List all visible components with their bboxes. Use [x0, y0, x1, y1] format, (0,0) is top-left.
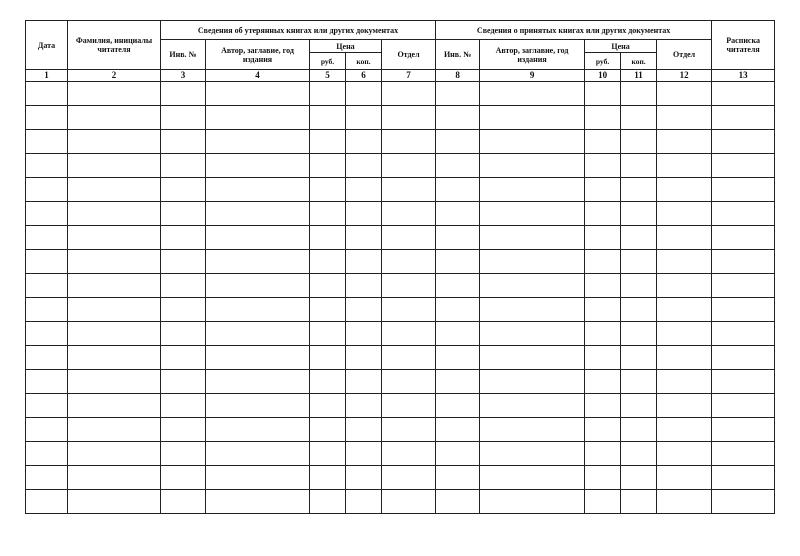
- table-cell: [657, 250, 712, 274]
- table-cell: [382, 250, 436, 274]
- table-row: [26, 298, 775, 322]
- table-cell: [621, 466, 657, 490]
- table-cell: [26, 130, 68, 154]
- table-cell: [657, 274, 712, 298]
- table-cell: [161, 178, 206, 202]
- table-cell: [480, 226, 585, 250]
- table-cell: [436, 106, 480, 130]
- table-cell: [68, 346, 161, 370]
- table-row: [26, 442, 775, 466]
- table-cell: [480, 346, 585, 370]
- table-cell: [712, 202, 775, 226]
- table-cell: [346, 106, 382, 130]
- table-cell: [68, 298, 161, 322]
- table-cell: [68, 370, 161, 394]
- table-cell: [382, 178, 436, 202]
- table-cell: [585, 322, 621, 346]
- column-number: 1: [26, 70, 68, 82]
- table-cell: [436, 298, 480, 322]
- column-number: 9: [480, 70, 585, 82]
- table-cell: [26, 418, 68, 442]
- table-cell: [346, 82, 382, 106]
- table-cell: [436, 370, 480, 394]
- table-cell: [585, 82, 621, 106]
- column-number: 10: [585, 70, 621, 82]
- table-cell: [480, 82, 585, 106]
- table-cell: [310, 370, 346, 394]
- table-cell: [26, 490, 68, 514]
- table-cell: [26, 466, 68, 490]
- table-cell: [621, 274, 657, 298]
- table-row: [26, 346, 775, 370]
- table-cell: [346, 250, 382, 274]
- table-cell: [346, 418, 382, 442]
- table-cell: [585, 130, 621, 154]
- table-cell: [585, 298, 621, 322]
- table-cell: [712, 178, 775, 202]
- table-cell: [621, 130, 657, 154]
- table-row: [26, 250, 775, 274]
- table-cell: [621, 322, 657, 346]
- table-cell: [436, 466, 480, 490]
- table-cell: [712, 466, 775, 490]
- table-cell: [436, 394, 480, 418]
- table-cell: [310, 154, 346, 178]
- table-cell: [657, 226, 712, 250]
- header-accepted-rub: руб.: [585, 53, 621, 70]
- table-cell: [346, 154, 382, 178]
- table-cell: [346, 130, 382, 154]
- table-cell: [621, 394, 657, 418]
- table-cell: [206, 442, 310, 466]
- table-cell: [585, 106, 621, 130]
- table-cell: [206, 226, 310, 250]
- table-cell: [657, 106, 712, 130]
- table-cell: [436, 202, 480, 226]
- table-cell: [206, 250, 310, 274]
- table-cell: [480, 274, 585, 298]
- table-row: [26, 154, 775, 178]
- table-cell: [436, 274, 480, 298]
- table-cell: [68, 394, 161, 418]
- form-sheet: [25, 20, 775, 514]
- header-accepted-inv-no: Инв. №: [436, 40, 480, 70]
- header-accepted-price: Цена: [585, 40, 657, 53]
- table-cell: [26, 178, 68, 202]
- table-cell: [585, 442, 621, 466]
- table-cell: [161, 274, 206, 298]
- table-cell: [68, 202, 161, 226]
- table-cell: [161, 322, 206, 346]
- table-cell: [436, 178, 480, 202]
- table-cell: [436, 154, 480, 178]
- table-cell: [206, 202, 310, 226]
- header-lost-inv-no: Инв. №: [161, 40, 206, 70]
- header-accepted-books-group: Сведения о принятых книгах или других документах: [436, 21, 712, 40]
- header-date: Дата: [26, 21, 68, 70]
- table-cell: [480, 130, 585, 154]
- table-cell: [657, 466, 712, 490]
- header-accepted-department: Отдел: [657, 40, 712, 70]
- table-cell: [68, 490, 161, 514]
- table-cell: [68, 418, 161, 442]
- table-cell: [657, 418, 712, 442]
- table-cell: [621, 346, 657, 370]
- table-cell: [310, 346, 346, 370]
- table-cell: [206, 298, 310, 322]
- table-cell: [206, 154, 310, 178]
- header-lost-price: Цена: [310, 40, 382, 53]
- table-cell: [26, 298, 68, 322]
- table-cell: [206, 106, 310, 130]
- table-cell: [382, 442, 436, 466]
- table-cell: [68, 274, 161, 298]
- table-cell: [480, 322, 585, 346]
- table-cell: [712, 106, 775, 130]
- table-cell: [310, 490, 346, 514]
- table-cell: [712, 394, 775, 418]
- table-cell: [346, 202, 382, 226]
- table-cell: [712, 82, 775, 106]
- table-cell: [68, 106, 161, 130]
- table-row: [26, 106, 775, 130]
- table-cell: [621, 154, 657, 178]
- table-cell: [68, 442, 161, 466]
- table-cell: [310, 250, 346, 274]
- table-cell: [161, 346, 206, 370]
- table-cell: [382, 322, 436, 346]
- header-lost-rub: руб.: [310, 53, 346, 70]
- table-cell: [712, 418, 775, 442]
- table-cell: [206, 418, 310, 442]
- table-cell: [585, 346, 621, 370]
- table-cell: [585, 202, 621, 226]
- table-cell: [26, 394, 68, 418]
- table-cell: [26, 346, 68, 370]
- table-row: [26, 466, 775, 490]
- table-cell: [480, 394, 585, 418]
- table-cell: [346, 466, 382, 490]
- table-cell: [68, 466, 161, 490]
- table-cell: [480, 490, 585, 514]
- table-cell: [621, 298, 657, 322]
- table-cell: [585, 418, 621, 442]
- table-cell: [26, 202, 68, 226]
- table-cell: [68, 82, 161, 106]
- table-cell: [26, 274, 68, 298]
- table-cell: [346, 346, 382, 370]
- table-row: [26, 322, 775, 346]
- table-cell: [206, 346, 310, 370]
- column-number: 12: [657, 70, 712, 82]
- table-cell: [657, 154, 712, 178]
- table-row: [26, 202, 775, 226]
- column-number: 5: [310, 70, 346, 82]
- table-cell: [68, 250, 161, 274]
- table-cell: [161, 370, 206, 394]
- column-number: 6: [346, 70, 382, 82]
- table-row: [26, 370, 775, 394]
- table-cell: [480, 106, 585, 130]
- table-cell: [657, 82, 712, 106]
- table-cell: [161, 394, 206, 418]
- table-cell: [68, 154, 161, 178]
- column-number: 3: [161, 70, 206, 82]
- table-cell: [68, 130, 161, 154]
- table-cell: [712, 346, 775, 370]
- column-number: 7: [382, 70, 436, 82]
- table-cell: [346, 322, 382, 346]
- table-cell: [26, 322, 68, 346]
- table-cell: [161, 418, 206, 442]
- table-cell: [712, 322, 775, 346]
- table-row: [26, 274, 775, 298]
- table-cell: [310, 394, 346, 418]
- table-cell: [310, 466, 346, 490]
- table-cell: [585, 154, 621, 178]
- table-cell: [436, 130, 480, 154]
- table-cell: [436, 322, 480, 346]
- table-cell: [206, 490, 310, 514]
- table-cell: [310, 274, 346, 298]
- table-cell: [585, 466, 621, 490]
- table-cell: [480, 178, 585, 202]
- table-cell: [346, 178, 382, 202]
- table-cell: [712, 490, 775, 514]
- table-cell: [206, 130, 310, 154]
- table-cell: [480, 442, 585, 466]
- table-cell: [310, 106, 346, 130]
- table-cell: [712, 274, 775, 298]
- table-cell: [480, 370, 585, 394]
- table-cell: [161, 130, 206, 154]
- table-cell: [657, 442, 712, 466]
- table-cell: [712, 250, 775, 274]
- table-cell: [436, 226, 480, 250]
- table-cell: [346, 442, 382, 466]
- table-cell: [346, 394, 382, 418]
- header-lost-books-group: Сведения об утерянных книгах или других документах: [161, 21, 436, 40]
- table-cell: [480, 466, 585, 490]
- table-cell: [382, 346, 436, 370]
- table-cell: [382, 490, 436, 514]
- table-row: [26, 178, 775, 202]
- table-cell: [382, 394, 436, 418]
- table-cell: [712, 442, 775, 466]
- table-cell: [68, 178, 161, 202]
- table-row: [26, 82, 775, 106]
- table-cell: [382, 370, 436, 394]
- table-cell: [206, 394, 310, 418]
- table-cell: [382, 466, 436, 490]
- table-cell: [26, 442, 68, 466]
- header-lost-department: Отдел: [382, 40, 436, 70]
- lost-books-ledger-table: [25, 20, 775, 514]
- column-number: 11: [621, 70, 657, 82]
- table-cell: [26, 154, 68, 178]
- table-cell: [206, 274, 310, 298]
- table-cell: [621, 490, 657, 514]
- table-cell: [480, 202, 585, 226]
- table-cell: [621, 370, 657, 394]
- table-cell: [310, 226, 346, 250]
- table-cell: [712, 130, 775, 154]
- table-cell: [621, 82, 657, 106]
- table-cell: [657, 490, 712, 514]
- table-cell: [621, 202, 657, 226]
- table-cell: [436, 82, 480, 106]
- table-cell: [621, 442, 657, 466]
- table-cell: [382, 130, 436, 154]
- table-cell: [657, 394, 712, 418]
- table-cell: [712, 154, 775, 178]
- table-cell: [657, 322, 712, 346]
- table-cell: [346, 298, 382, 322]
- table-cell: [26, 226, 68, 250]
- table-cell: [657, 202, 712, 226]
- table-cell: [585, 226, 621, 250]
- table-cell: [585, 370, 621, 394]
- table-cell: [161, 466, 206, 490]
- table-cell: [310, 82, 346, 106]
- table-cell: [161, 154, 206, 178]
- table-row: [26, 418, 775, 442]
- table-cell: [712, 370, 775, 394]
- table-cell: [480, 418, 585, 442]
- table-cell: [382, 154, 436, 178]
- table-cell: [161, 298, 206, 322]
- table-cell: [480, 250, 585, 274]
- table-cell: [310, 130, 346, 154]
- table-cell: [382, 106, 436, 130]
- table-cell: [585, 250, 621, 274]
- table-cell: [585, 490, 621, 514]
- table-cell: [657, 298, 712, 322]
- column-number: 4: [206, 70, 310, 82]
- table-cell: [346, 370, 382, 394]
- table-cell: [26, 82, 68, 106]
- table-row: [26, 226, 775, 250]
- table-cell: [382, 298, 436, 322]
- table-row: [26, 394, 775, 418]
- table-cell: [585, 394, 621, 418]
- table-cell: [657, 346, 712, 370]
- header-lost-kop: коп.: [346, 53, 382, 70]
- table-cell: [621, 418, 657, 442]
- table-cell: [68, 322, 161, 346]
- table-cell: [26, 370, 68, 394]
- table-cell: [480, 154, 585, 178]
- table-cell: [657, 370, 712, 394]
- table-cell: [310, 298, 346, 322]
- table-cell: [161, 442, 206, 466]
- table-cell: [346, 274, 382, 298]
- table-cell: [712, 226, 775, 250]
- table-cell: [26, 250, 68, 274]
- table-row: [26, 490, 775, 514]
- table-cell: [480, 298, 585, 322]
- table-cell: [585, 274, 621, 298]
- table-cell: [161, 202, 206, 226]
- table-cell: [161, 226, 206, 250]
- table-cell: [161, 82, 206, 106]
- header-reader-receipt: Расписка читателя: [712, 21, 775, 70]
- table-cell: [621, 250, 657, 274]
- table-cell: [206, 322, 310, 346]
- table-cell: [621, 106, 657, 130]
- table-cell: [436, 418, 480, 442]
- table-cell: [712, 298, 775, 322]
- table-cell: [657, 178, 712, 202]
- table-cell: [161, 250, 206, 274]
- table-cell: [436, 346, 480, 370]
- table-cell: [161, 106, 206, 130]
- table-cell: [621, 178, 657, 202]
- table-cell: [436, 490, 480, 514]
- table-cell: [68, 226, 161, 250]
- header-accepted-kop: коп.: [621, 53, 657, 70]
- table-cell: [585, 178, 621, 202]
- header-reader-name: Фамилия, инициалы читателя: [68, 21, 161, 70]
- table-cell: [310, 442, 346, 466]
- column-number: 2: [68, 70, 161, 82]
- table-cell: [206, 466, 310, 490]
- table-cell: [657, 130, 712, 154]
- column-number-row: [26, 70, 775, 82]
- table-cell: [206, 370, 310, 394]
- table-cell: [382, 202, 436, 226]
- table-cell: [382, 82, 436, 106]
- column-number: 8: [436, 70, 480, 82]
- table-cell: [436, 442, 480, 466]
- table-cell: [382, 274, 436, 298]
- table-cell: [621, 226, 657, 250]
- column-number: 13: [712, 70, 775, 82]
- table-cell: [26, 106, 68, 130]
- table-cell: [346, 226, 382, 250]
- table-cell: [310, 178, 346, 202]
- table-cell: [310, 322, 346, 346]
- table-cell: [346, 490, 382, 514]
- table-cell: [436, 250, 480, 274]
- table-cell: [382, 418, 436, 442]
- table-cell: [310, 418, 346, 442]
- table-row: [26, 130, 775, 154]
- table-cell: [206, 178, 310, 202]
- header-lost-author-title: Автор, заглавие, год издания: [206, 40, 310, 70]
- table-cell: [161, 490, 206, 514]
- header-accepted-author-title: Автор, заглавие, год издания: [480, 40, 585, 70]
- table-cell: [310, 202, 346, 226]
- table-cell: [206, 82, 310, 106]
- table-cell: [382, 226, 436, 250]
